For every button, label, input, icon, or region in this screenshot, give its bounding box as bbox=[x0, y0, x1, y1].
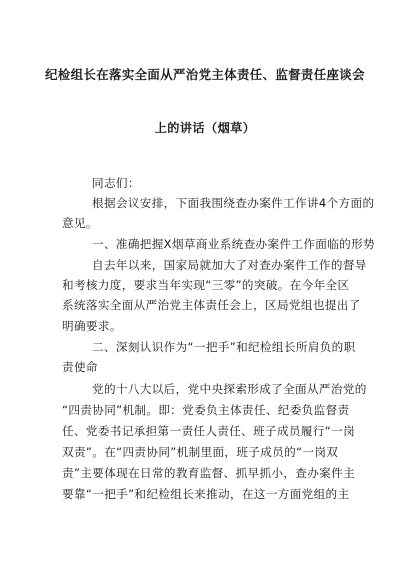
body-line: 意见。 bbox=[62, 216, 98, 230]
body-line: 明确要求。 bbox=[62, 319, 122, 333]
document-title-line-1: 纪检组长在落实全面从严治党主体责任、监督责任座谈会 bbox=[45, 67, 365, 82]
document-title-line-2: 上的讲话（烟草） bbox=[154, 121, 256, 135]
salutation: 同志们： bbox=[92, 176, 140, 190]
body-line: 系统落实全面从严治党主体责任会上，区局党组也提出了 bbox=[62, 298, 361, 312]
body-line: 任、党委书记承担第一责任人责任、班子成员履行“一岗 bbox=[62, 424, 356, 438]
body-line: 双责”。在“四责协同”机制里面，班子成员的“一岗双 bbox=[62, 445, 339, 459]
body-line: 和考核力度，要求当年实现“三零”的突破。在今年全区 bbox=[62, 278, 350, 292]
body-line: 自去年以来，国家局就加大了对查办案件工作的督导 bbox=[92, 258, 367, 272]
section-heading-2-cont: 责使命 bbox=[62, 360, 98, 374]
body-line: 要靠“一把手”和纪检组长来推动，在这一方面党组的主 bbox=[62, 487, 350, 501]
body-line: 责”主要体现在日常的教育监督、抓早抓小，查办案件主 bbox=[62, 466, 356, 480]
body-line: “四责协同”机制。即：党委负主体责任、纪委负监督责 bbox=[62, 403, 350, 417]
section-heading-1: 一、准确把握X烟草商业系统查办案件工作面临的形势 bbox=[92, 237, 376, 251]
body-line: 根据会议安排，下面我围绕查办案件工作讲4个方面的 bbox=[92, 196, 375, 210]
body-line: 党的十八大以后，党中央探索形成了全面从严治党的 bbox=[92, 382, 367, 396]
section-heading-2: 二、深刻认识作为“一把手”和纪检组长所肩负的职 bbox=[92, 340, 356, 354]
